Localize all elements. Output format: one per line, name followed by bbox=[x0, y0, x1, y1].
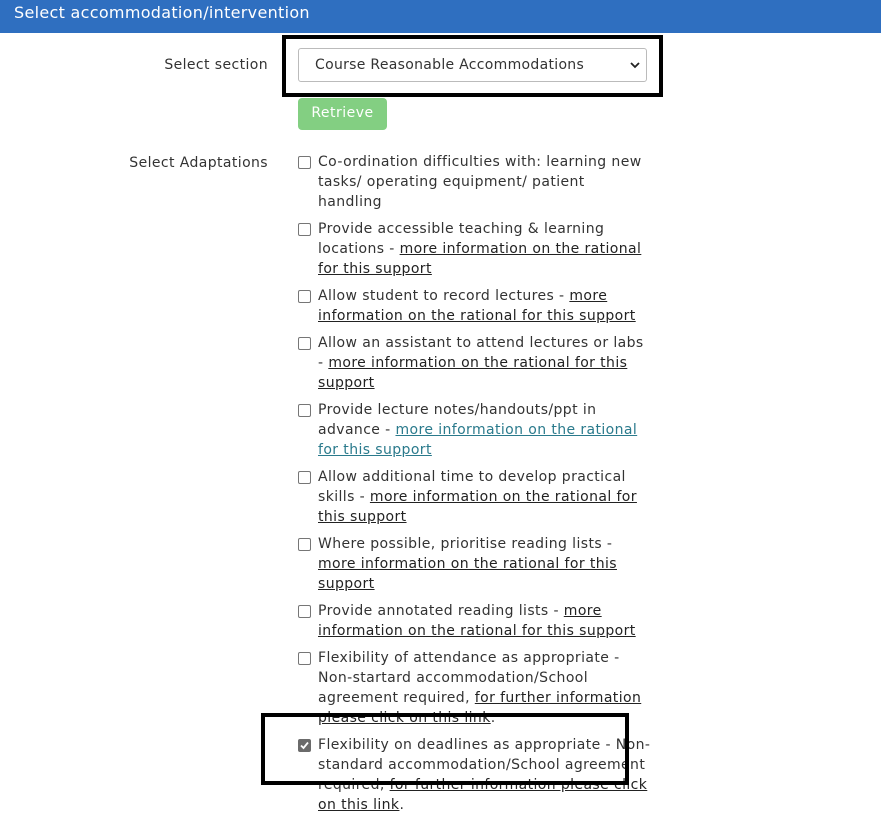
adaptation-item bbox=[298, 534, 653, 594]
adaptation-separator: - bbox=[602, 536, 613, 552]
adaptation-checkbox[interactable] bbox=[298, 652, 311, 665]
adaptation-text: Flexibility on deadlines as appropriate - Non-standard accommodation/School agreement required, bbox=[318, 737, 651, 793]
rationale-link[interactable]: more information on the rational for this support bbox=[318, 422, 638, 458]
adaptation-checkbox[interactable] bbox=[298, 538, 311, 551]
adaptation-text: Where possible, prioritise reading lists bbox=[318, 536, 603, 552]
adaptation-item bbox=[298, 219, 653, 279]
adaptation-separator: - bbox=[318, 355, 329, 371]
adaptation-text: Co-ordination difficulties with: learning new tasks/ operating equipment/ patient handling bbox=[318, 154, 642, 210]
page-header bbox=[0, 0, 881, 33]
adaptation-checkbox[interactable] bbox=[298, 605, 311, 618]
section-select-value: Course Reasonable Accommodations bbox=[315, 57, 585, 73]
adaptation-text: Provide annotated reading lists bbox=[318, 603, 549, 619]
adaptation-checkbox[interactable] bbox=[298, 471, 311, 484]
adaptation-separator: - bbox=[354, 489, 370, 505]
adaptation-item bbox=[298, 601, 653, 641]
retrieve-button[interactable]: Retrieve bbox=[298, 98, 387, 130]
adaptation-item bbox=[298, 152, 653, 212]
adaptation-text: Provide accessible teaching & learning locations bbox=[318, 221, 605, 257]
chevron-down-icon bbox=[630, 60, 640, 70]
rationale-link[interactable]: more information on the rational for this support bbox=[318, 288, 636, 324]
adaptation-item bbox=[298, 286, 653, 326]
adaptation-item bbox=[298, 467, 653, 527]
further-info-link[interactable]: for further information please click on this link bbox=[318, 777, 648, 813]
adaptation-separator: - bbox=[554, 288, 570, 304]
adaptation-text: Flexibility of attendance as appropriate - Non-startard accommodation/School agreement required, bbox=[318, 650, 620, 706]
select-adaptations-label: Select Adaptations bbox=[129, 155, 268, 171]
adaptation-text: Provide lecture notes/handouts/ppt in advance bbox=[318, 402, 597, 438]
adaptation-item bbox=[298, 333, 653, 393]
adaptation-separator: - bbox=[380, 422, 396, 438]
adaptation-suffix: . bbox=[490, 710, 496, 726]
rationale-link[interactable]: more information on the rational for this support bbox=[318, 556, 617, 592]
select-section-label: Select section bbox=[164, 57, 268, 73]
adaptation-separator: - bbox=[548, 603, 564, 619]
rationale-link[interactable]: more information on the rational for this support bbox=[318, 603, 636, 639]
rationale-link[interactable]: more information on the rational for this support bbox=[318, 355, 628, 391]
adaptation-text: Allow student to record lectures bbox=[318, 288, 555, 304]
adaptation-suffix: . bbox=[399, 797, 405, 813]
adaptation-item bbox=[298, 400, 653, 460]
adaptation-checkbox[interactable] bbox=[298, 404, 311, 417]
highlight-box-deadlines bbox=[261, 713, 629, 785]
adaptation-checkbox[interactable] bbox=[298, 156, 311, 169]
further-info-link[interactable]: for further information please click on this link bbox=[318, 690, 642, 726]
adaptation-separator: - bbox=[384, 241, 400, 257]
rationale-link[interactable]: more information on the rational for this support bbox=[318, 489, 637, 525]
adaptation-checkbox[interactable] bbox=[298, 290, 311, 303]
section-select[interactable] bbox=[298, 48, 647, 82]
adaptation-checkbox[interactable] bbox=[298, 223, 311, 236]
adaptation-text: Allow an assistant to attend lectures or labs bbox=[318, 335, 644, 351]
rationale-link[interactable]: more information on the rational for this support bbox=[318, 241, 642, 277]
page-title: Select accommodation/intervention bbox=[14, 3, 310, 22]
adaptation-text: Allow additional time to develop practical skills bbox=[318, 469, 626, 505]
adaptation-checkbox[interactable] bbox=[298, 337, 311, 350]
